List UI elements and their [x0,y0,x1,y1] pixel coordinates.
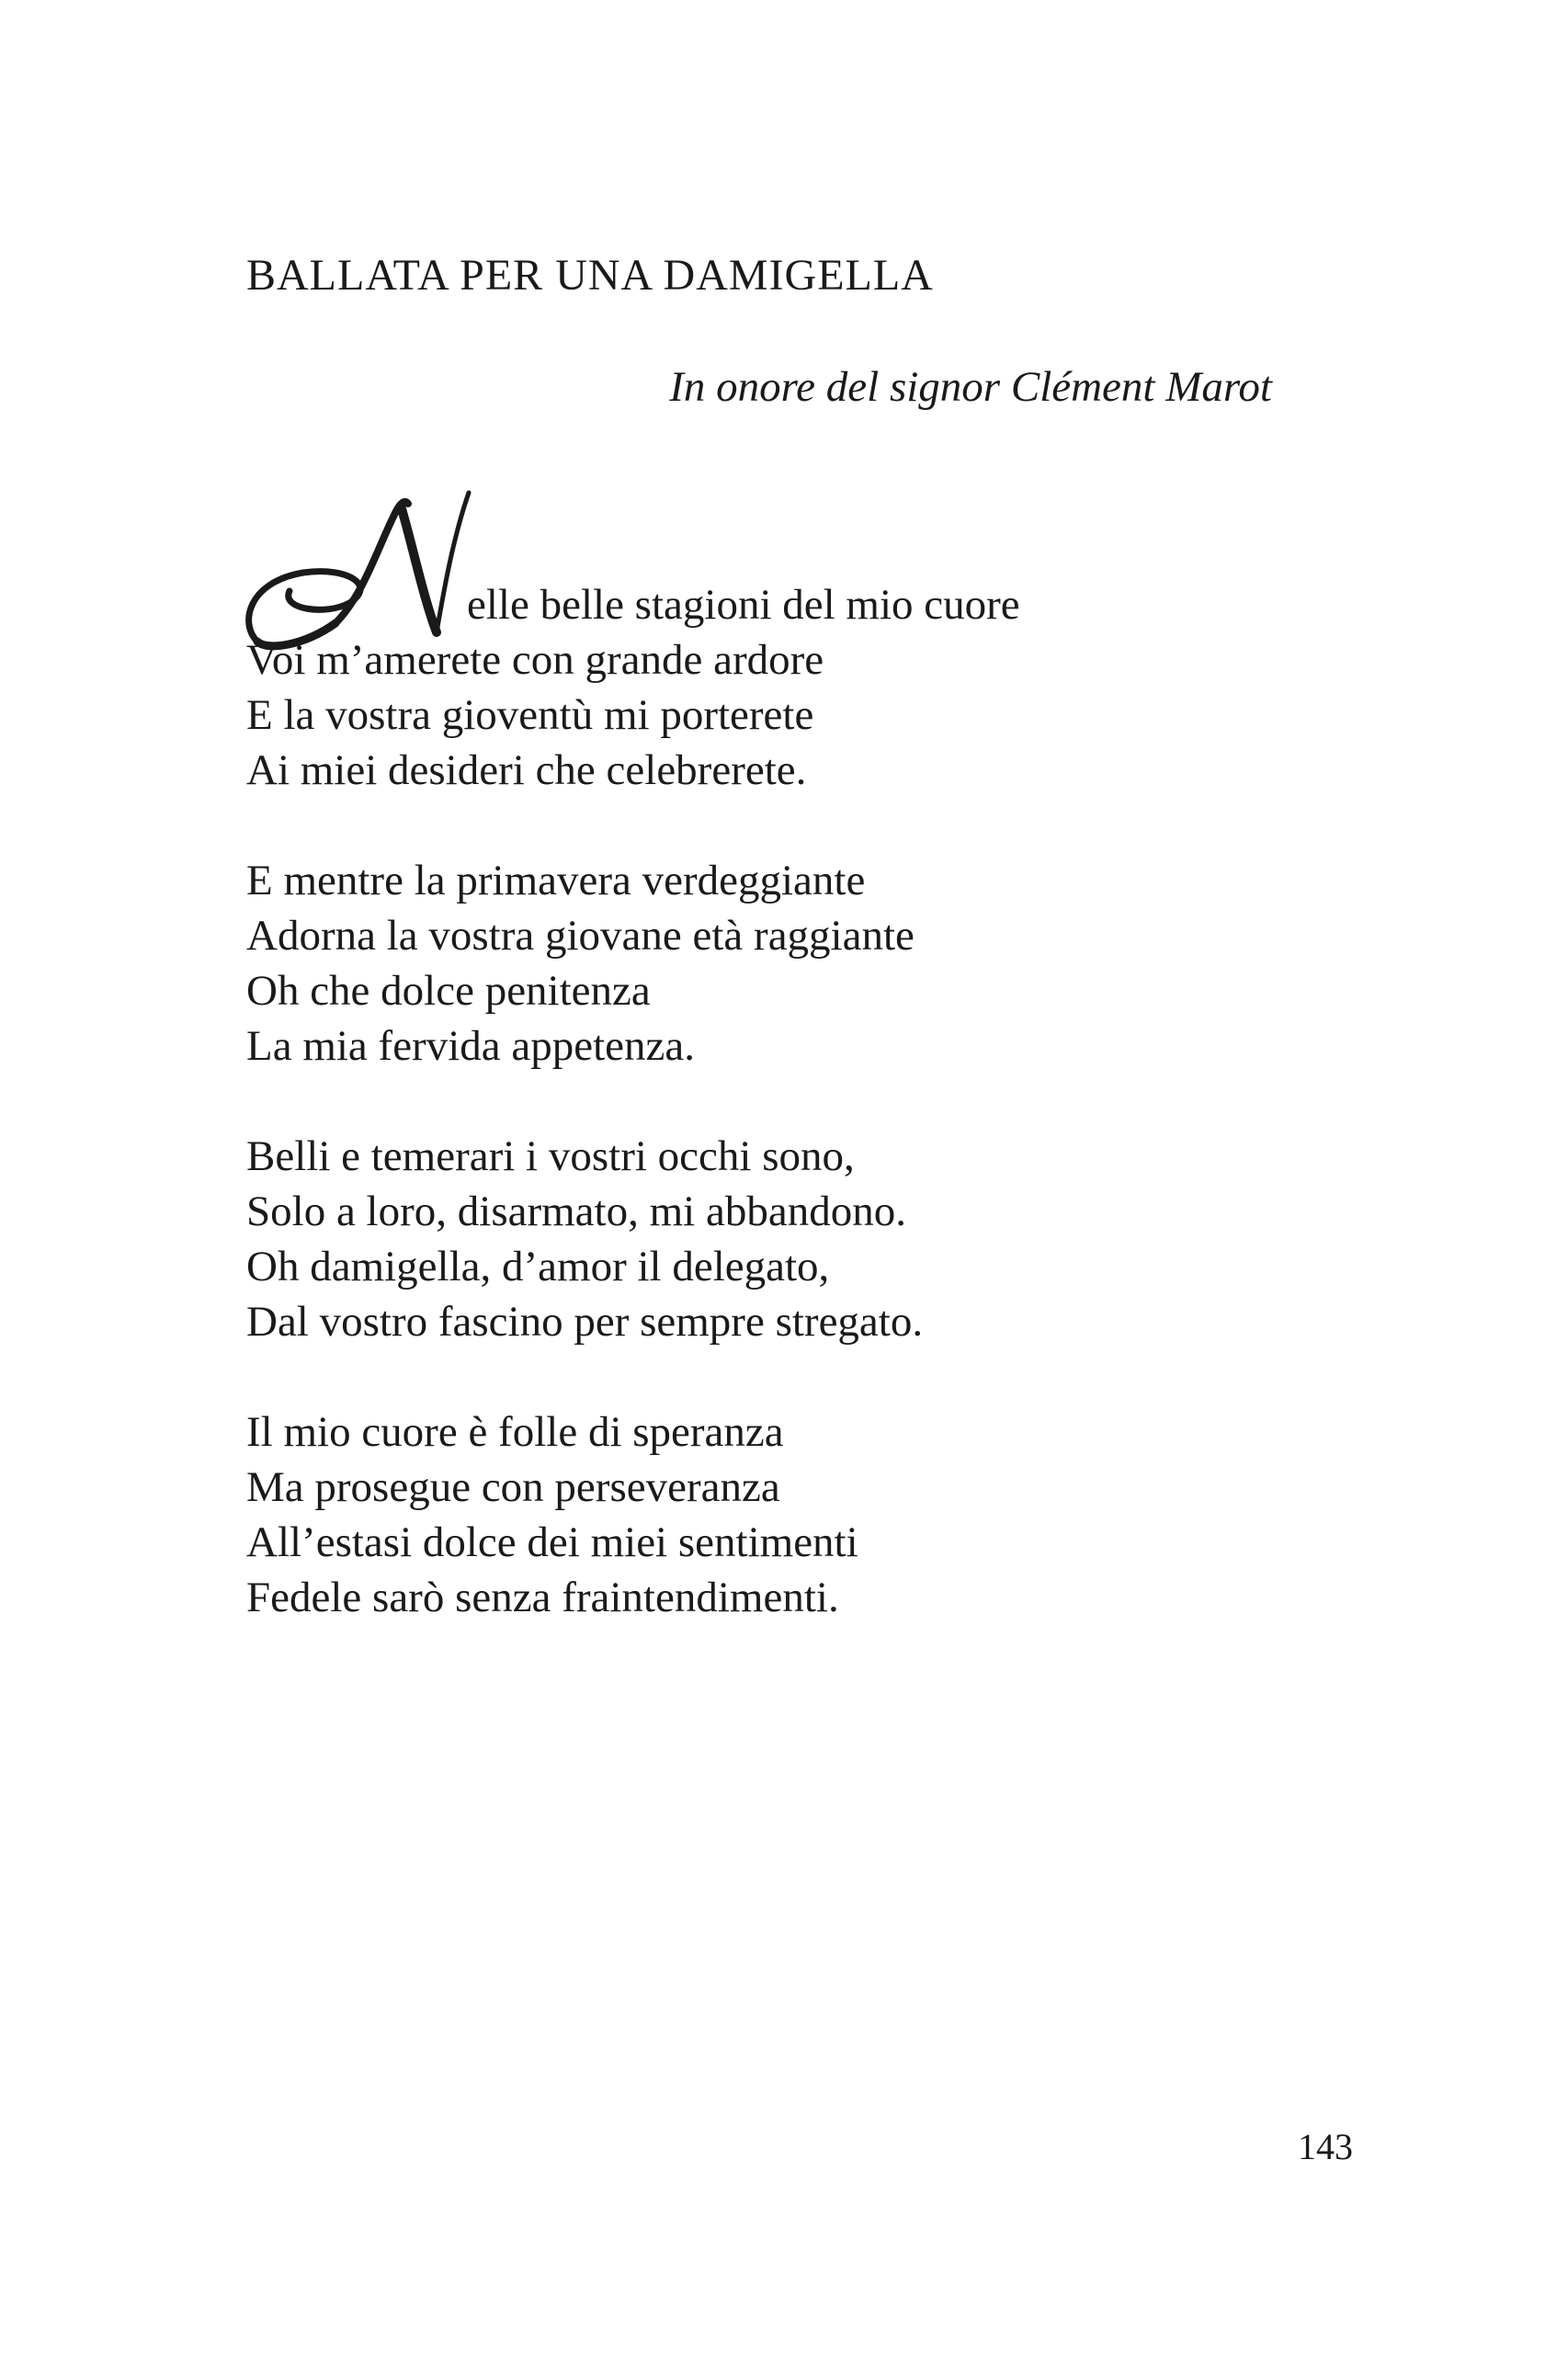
poem-line: Fedele sarò senza fraintendimenti. [246,1574,839,1621]
drop-cap-letter [239,485,240,486]
stanza-4 [246,1404,1349,1625]
poem-line: Voi m’amerete con grande ardore [246,636,824,684]
poem-line: La mia fervida appetenza. [246,1022,695,1070]
stanza-1 [246,577,1349,798]
poem-line: Adorna la vostra giovane età raggiante [246,912,915,960]
drop-cap [239,485,478,660]
poem-line-first [246,577,1349,632]
page-number: 143 [1298,2126,1353,2167]
poem-line: Ai miei desideri che celebrerete. [246,746,807,794]
drop-cap-n-glyph [239,485,478,660]
poem-line: E mentre la primavera verdeggiante [246,857,866,904]
first-line-rest: elle belle stagioni del mio cuore [467,581,1020,629]
stanza-3 [246,1129,1349,1349]
poem-line: E la vostra gioventù mi porterete [246,691,814,739]
poem-line: Il mio cuore è folle di speranza [246,1408,784,1456]
poem-line: Dal vostro fascino per sempre stregato. [246,1298,924,1346]
poem-line: Oh che dolce penitenza [246,967,651,1015]
poem-body [246,577,1349,1680]
poem-line: Belli e temerari i vostri occhi sono, [246,1132,855,1180]
poem-line: All’estasi dolce dei miei sentimenti [246,1518,858,1566]
stanza-2 [246,853,1349,1074]
poem-dedication: In onore del signor Clément Marot [669,363,1272,411]
poem-line: Oh damigella, d’amor il delegato, [246,1243,830,1290]
poem-title: BALLATA PER UNA DAMIGELLA [246,251,934,300]
poem-line: Ma prosegue con perseveranza [246,1463,780,1511]
poem-line: Solo a loro, disarmato, mi abbandono. [246,1188,906,1235]
